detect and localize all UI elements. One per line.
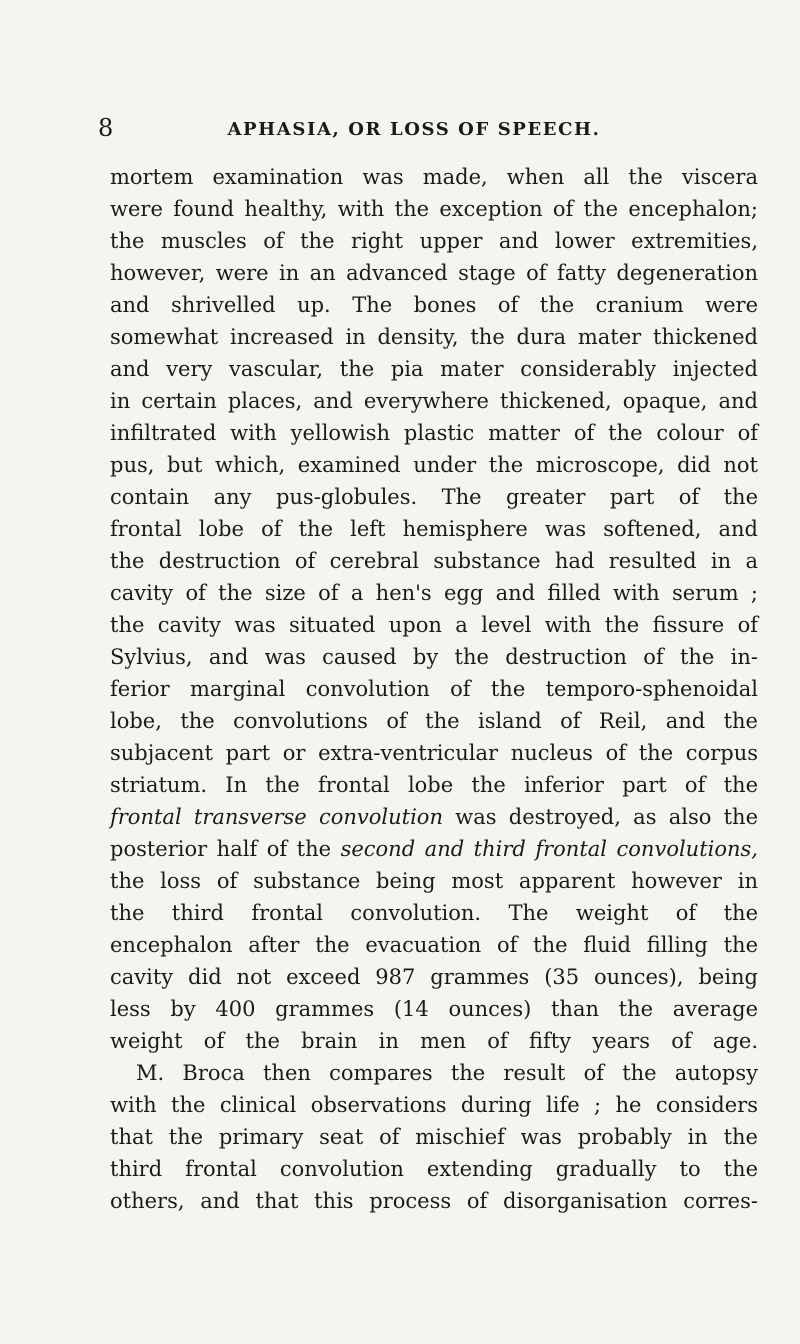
text-line: and shrivelled up. The bones of the cranium were	[110, 293, 758, 317]
text-line: were found healthy, with the exception of the encephalon;	[110, 197, 758, 221]
text-span: was destroyed, as also the	[442, 805, 759, 829]
text-line: infiltrated with yellowish plastic matter of the colour of	[110, 421, 758, 445]
text-line: the third frontal convolution. The weight of the	[110, 901, 758, 925]
text-line: subjacent part or extra-ventricular nucleus of the corpus	[110, 741, 758, 765]
running-title: APHASIA, OR LOSS OF SPEECH.	[227, 119, 601, 140]
text-line: encephalon after the evacuation of the fluid filling the	[110, 933, 758, 957]
text-line: the muscles of the right upper and lower extremities,	[110, 229, 758, 253]
text-line: the loss of substance being most apparent however in	[110, 869, 758, 893]
text-line: the destruction of cerebral substance had resulted in a	[110, 549, 758, 573]
body-text	[110, 161, 758, 1217]
text-line: the cavity was situated upon a level with the fissure of	[110, 613, 758, 637]
text-line: striatum. In the frontal lobe the inferior part of the	[110, 773, 758, 797]
text-line-mixed	[110, 801, 758, 833]
text-line-mixed	[110, 833, 758, 865]
text-line: with the clinical observations during life ; he considers	[110, 1093, 758, 1117]
italic-phrase: frontal transverse convolution	[110, 805, 443, 829]
text-line: lobe, the convolutions of the island of Reil, and the	[110, 709, 758, 733]
paragraph-start: M. Broca then compares the result of the autopsy	[136, 1061, 758, 1085]
text-line: frontal lobe of the left hemisphere was softened, and	[110, 517, 758, 541]
text-line: and very vascular, the pia mater considerably injected	[110, 357, 758, 381]
text-line: others, and that this process of disorganisation corres-	[110, 1189, 758, 1213]
running-head	[0, 112, 800, 144]
text-line: contain any pus-globules. The greater part of the	[110, 485, 758, 509]
text-line: however, were in an advanced stage of fatty degeneration	[110, 261, 758, 285]
text-line: somewhat increased in density, the dura mater thickened	[110, 325, 758, 349]
text-line: ferior marginal convolution of the temporo-sphenoidal	[110, 677, 758, 701]
text-line: less by 400 grammes (14 ounces) than the average	[110, 997, 758, 1021]
page-number: 8	[98, 114, 114, 142]
text-line: cavity of the size of a hen's egg and filled with serum ;	[110, 581, 758, 605]
text-span: posterior half of the	[110, 837, 341, 861]
text-line: cavity did not exceed 987 grammes (35 ounces), being	[110, 965, 758, 989]
text-line: Sylvius, and was caused by the destruction of the in-	[110, 645, 758, 669]
text-line: third frontal convolution extending gradually to the	[110, 1157, 758, 1181]
text-line: mortem examination was made, when all the viscera	[110, 165, 758, 189]
italic-phrase: second and third frontal convolutions,	[340, 837, 758, 861]
text-line: pus, but which, examined under the microscope, did not	[110, 453, 758, 477]
text-line: in certain places, and everywhere thickened, opaque, and	[110, 389, 758, 413]
text-line: weight of the brain in men of fifty years of age.	[110, 1029, 758, 1053]
text-line: that the primary seat of mischief was probably in the	[110, 1125, 758, 1149]
